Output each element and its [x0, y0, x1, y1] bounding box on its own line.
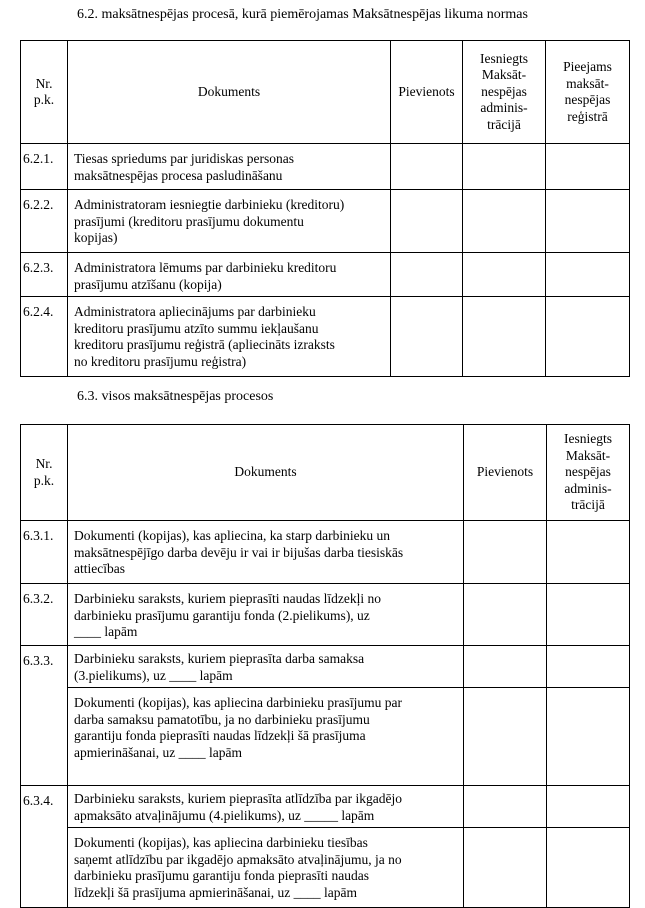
pievienots-cell[interactable]: [464, 584, 547, 646]
iesniegts-cell[interactable]: [463, 190, 546, 253]
table-row: [21, 584, 630, 646]
header-pievienots: Pievienots: [464, 425, 547, 521]
header-pievienots: Pievienots: [391, 41, 463, 144]
pievienots-cell[interactable]: [464, 521, 547, 584]
iesniegts-cell[interactable]: [547, 521, 630, 584]
header-pieejams: Pieejams maksāt- nespējas reģistrā: [546, 41, 630, 144]
row-number: 6.3.2.: [21, 584, 68, 646]
row-document: Administratora apliecinājums par darbinieku kreditoru prasījumu atzīto summu iekļaušanu kreditoru prasījumu reģistrā (apliecināts izraksts no kreditoru prasījumu reģistra): [68, 297, 391, 377]
row-number: 6.3.3.: [21, 646, 68, 786]
row-number: 6.2.1.: [21, 144, 68, 190]
header-dokuments: Dokuments: [68, 425, 464, 521]
pievienots-cell[interactable]: [391, 190, 463, 253]
table-row: [21, 646, 630, 688]
row-document: Darbinieku saraksts, kuriem pieprasīta darba samaksa (3.pielikums), uz ____ lapām: [68, 646, 464, 688]
row-number: 6.3.4.: [21, 786, 68, 908]
pievienots-cell[interactable]: [464, 786, 547, 828]
table-row: [21, 521, 630, 584]
row-document: Dokumenti (kopijas), kas apliecina, ka starp darbinieku un maksātnespējīgo darba devēju ir vai ir bijušas darba tiesiskās attiecības: [68, 521, 464, 584]
pievienots-cell[interactable]: [391, 297, 463, 377]
iesniegts-cell[interactable]: [547, 646, 630, 688]
header-iesniegts: Iesniegts Maksāt- nespējas adminis- trācijā: [463, 41, 546, 144]
table-row: [21, 190, 630, 253]
pieejams-cell[interactable]: [546, 190, 630, 253]
table-row: [21, 786, 630, 828]
row-number: 6.2.3.: [21, 253, 68, 297]
pievienots-cell[interactable]: [391, 253, 463, 297]
row-number: 6.3.1.: [21, 521, 68, 584]
pieejams-cell[interactable]: [546, 297, 630, 377]
iesniegts-cell[interactable]: [463, 297, 546, 377]
header-iesniegts: Iesniegts Maksāt- nespējas adminis- trācijā: [547, 425, 630, 521]
table-row: [21, 253, 630, 297]
section-6-2-heading: 6.2. maksātnespējas procesā, kurā piemērojamas Maksātnespējas likuma normas: [77, 7, 528, 22]
iesniegts-cell[interactable]: [547, 786, 630, 828]
row-number: 6.2.2.: [21, 190, 68, 253]
pieejams-cell[interactable]: [546, 253, 630, 297]
pievienots-cell[interactable]: [464, 828, 547, 908]
iesniegts-cell[interactable]: [463, 253, 546, 297]
pievienots-cell[interactable]: [391, 144, 463, 190]
row-document: Tiesas spriedums par juridiskas personas maksātnespējas procesa pasludināšanu: [68, 144, 391, 190]
pieejams-cell[interactable]: [546, 144, 630, 190]
table-row: [21, 688, 630, 786]
table-6-3: [20, 424, 630, 908]
row-document: Darbinieku saraksts, kuriem pieprasīti naudas līdzekļi no darbinieku prasījumu garantiju fonda (2.pielikums), uz ____ lapām: [68, 584, 464, 646]
header-dokuments: Dokuments: [68, 41, 391, 144]
pievienots-cell[interactable]: [464, 688, 547, 786]
row-document: Dokumenti (kopijas), kas apliecina darbinieku tiesības saņemt atlīdzību par ikgadējo apmaksāto atvaļinājumu, ja no darbinieku prasījumu garantiju fonda pieprasīti naudas līdzekļi šā prasījuma apmierināšanai, uz ____ lapām: [68, 828, 464, 908]
row-document: Administratora lēmums par darbinieku kreditoru prasījumu atzīšanu (kopija): [68, 253, 391, 297]
iesniegts-cell[interactable]: [547, 584, 630, 646]
iesniegts-cell[interactable]: [547, 688, 630, 786]
row-document: Administratoram iesniegtie darbinieku (kreditoru) prasījumi (kreditoru prasījumu dokumentu kopijas): [68, 190, 391, 253]
table-row: [21, 828, 630, 908]
row-number: 6.2.4.: [21, 297, 68, 377]
section-6-3-heading: 6.3. visos maksātnespējas procesos: [77, 389, 274, 404]
row-document: Dokumenti (kopijas), kas apliecina darbinieku prasījumu par darba samaksu pamatotību, ja no darbinieku prasījumu garantiju fonda pieprasīti naudas līdzekļi šā prasījuma apmierināšanai, uz ____ lapām: [68, 688, 464, 786]
table-header-row: [21, 41, 630, 144]
row-document: Darbinieku saraksts, kuriem pieprasīta atlīdzība par ikgadējo apmaksāto atvaļinājumu (4.pielikums), uz _____ lapām: [68, 786, 464, 828]
pievienots-cell[interactable]: [464, 646, 547, 688]
iesniegts-cell[interactable]: [463, 144, 546, 190]
table-row: [21, 144, 630, 190]
table-header-row: [21, 425, 630, 521]
iesniegts-cell[interactable]: [547, 828, 630, 908]
table-6-2: [20, 40, 630, 377]
table-row: [21, 297, 630, 377]
header-nr: Nr. p.k.: [21, 425, 68, 521]
header-nr: Nr. p.k.: [21, 41, 68, 144]
